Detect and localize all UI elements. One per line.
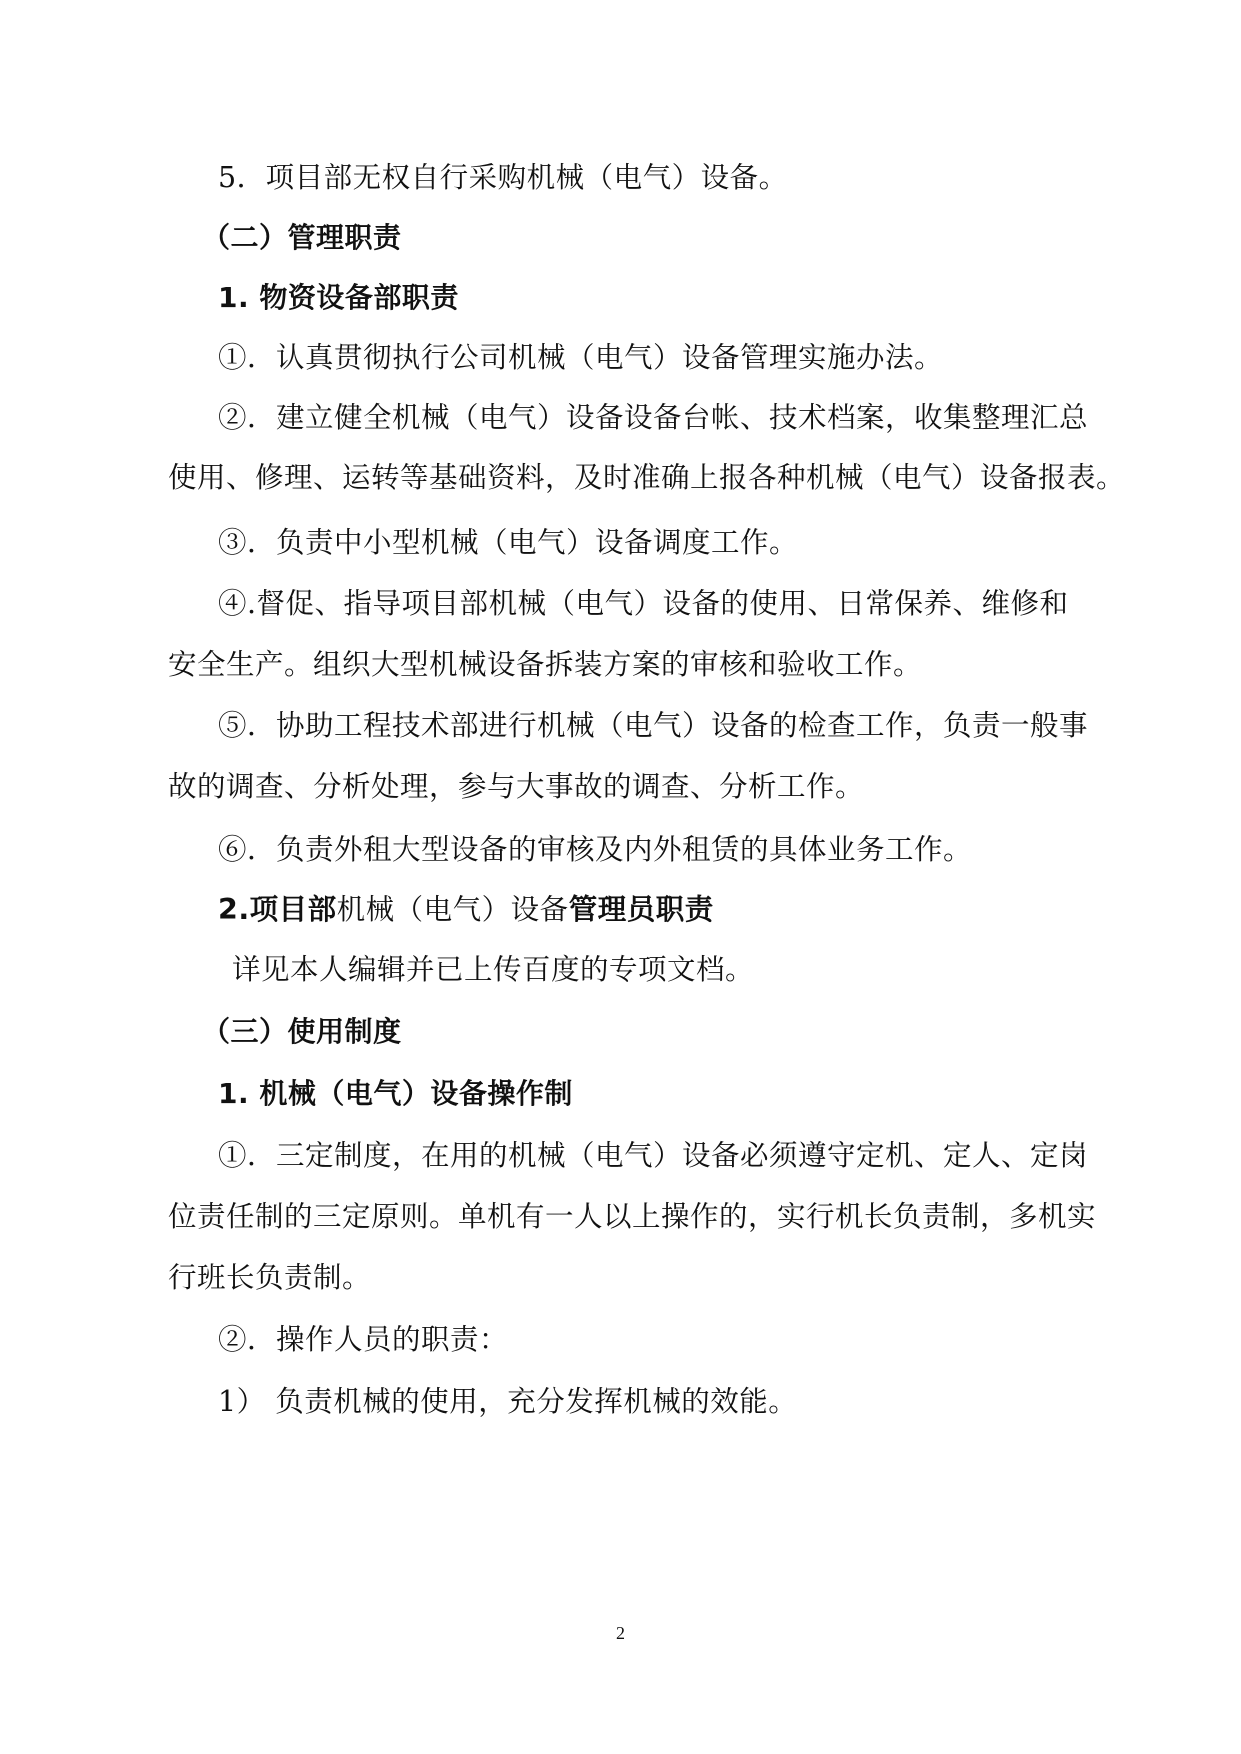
subsection-heading-operation-system: 1. 机械（电气）设备操作制 [218, 1077, 573, 1110]
list-item-operator-duty-1: 1） 负责机械的使用，充分发挥机械的效能。 [218, 1385, 798, 1418]
item-5-purchase-rule: 5．项目部无权自行采购机械（电气）设备。 [218, 161, 788, 194]
paragraph-rule-1-line-1: ①．三定制度，在用的机械（电气）设备必须遵守定机、定人、定岗 [218, 1139, 1089, 1172]
paragraph-reference-note: 详见本人编辑并已上传百度的专项文档。 [232, 953, 755, 986]
paragraph-duty-4-line-1: ④.督促、指导项目部机械（电气）设备的使用、日常保养、维修和 [218, 587, 1069, 620]
paragraph-duty-5-line-2: 故的调查、分析处理，参与大事故的调查、分析工作。 [168, 770, 865, 803]
paragraph-duty-4-line-2: 安全生产。组织大型机械设备拆装方案的审核和验收工作。 [168, 648, 923, 681]
heading-part-equipment: 机械（电气）设备 [336, 893, 569, 926]
paragraph-duty-2-line-2: 使用、修理、运转等基础资料，及时准确上报各种机械（电气）设备报表。 [168, 461, 1126, 494]
subsection-heading-materials-department: 1. 物资设备部职责 [218, 281, 459, 314]
page-number: 2 [616, 1623, 625, 1643]
paragraph-rule-1-line-3: 行班长负责制。 [168, 1261, 372, 1294]
heading-part-project-dept: 2.项目部 [218, 893, 337, 926]
heading-part-manager-duties: 管理员职责 [568, 893, 714, 926]
section-heading-management-duties: （二）管理职责 [202, 221, 402, 254]
paragraph-duty-5-line-1: ⑤．协助工程技术部进行机械（电气）设备的检查工作，负责一般事 [218, 709, 1089, 742]
paragraph-duty-3: ③．负责中小型机械（电气）设备调度工作。 [218, 526, 799, 559]
paragraph-duty-2-line-1: ②．建立健全机械（电气）设备设备台帐、技术档案，收集整理汇总 [218, 401, 1089, 434]
subsection-heading-equipment-manager [218, 890, 714, 930]
paragraph-rule-1-line-2: 位责任制的三定原则。单机有一人以上操作的，实行机长负责制，多机实 [168, 1200, 1097, 1233]
paragraph-duty-1: ①．认真贯彻执行公司机械（电气）设备管理实施办法。 [218, 341, 944, 374]
section-heading-usage-system: （三）使用制度 [202, 1015, 402, 1048]
paragraph-rule-2: ②．操作人员的职责： [218, 1323, 509, 1356]
paragraph-duty-6: ⑥．负责外租大型设备的审核及内外租赁的具体业务工作。 [218, 833, 973, 866]
